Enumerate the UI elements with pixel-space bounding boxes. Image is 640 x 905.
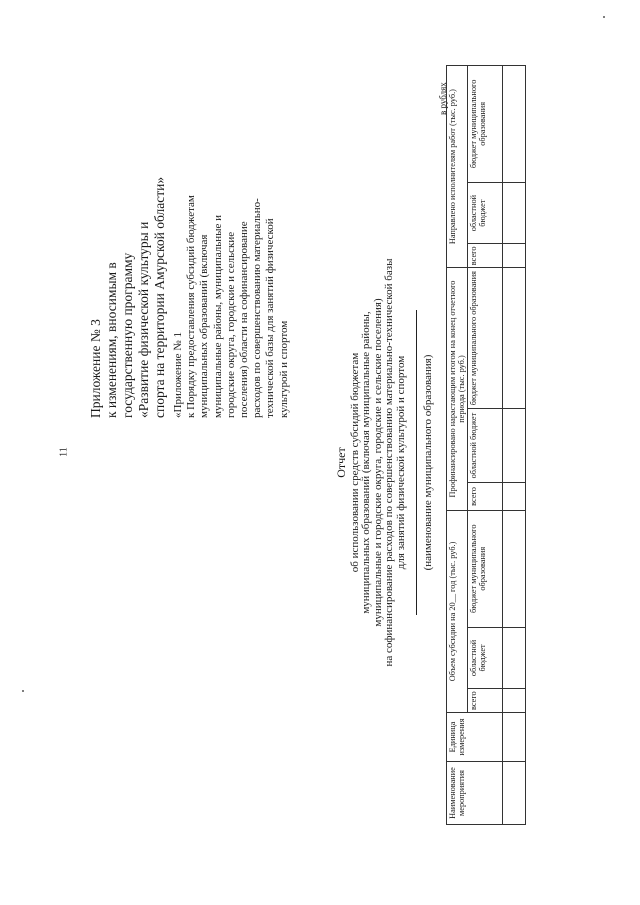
table-cell <box>503 510 526 627</box>
report-title-line: об использовании средств субсидий бюджетам <box>348 352 361 573</box>
sub-total-header: всего <box>468 689 503 713</box>
appendix-sub-line: к Порядку предоставления субсидий бюджетам <box>185 195 198 418</box>
appendix-line: «Развитие физической культуры и <box>136 221 151 418</box>
report-title-line: муниципальные и городские округа, городские и сельские поселения) <box>371 298 384 627</box>
table-cell <box>503 483 526 511</box>
appendix-sub-header <box>172 118 291 418</box>
table-cell <box>503 762 526 825</box>
rotated-document-sheet <box>60 20 560 905</box>
appendix-sub-line: «Приложение № 1 <box>172 331 184 418</box>
table-subheader-row <box>468 66 503 825</box>
appendix-line: к изменениям, вносимым в <box>104 262 119 418</box>
report-title <box>336 20 407 905</box>
table-cell <box>503 409 526 483</box>
sub-municipal-header: бюджет муниципального образования <box>468 268 503 409</box>
table-row <box>503 66 526 825</box>
municipality-caption: (наименование муниципального образования) <box>422 354 434 571</box>
appendix-sub-line: расходов по совершенствованию материально- <box>251 198 264 418</box>
appendix-sub-line: городские округа, городские и сельские <box>224 231 237 418</box>
scan-dot <box>603 16 605 18</box>
scan-dot <box>22 690 24 692</box>
report-title-line: на софинансирование расходов по совершенствованию материально-технической базы <box>383 258 395 667</box>
municipality-underline <box>416 310 417 615</box>
group2-header: Профинансировано нарастающим итогом на конец отчетного периода (тыс. руб.) <box>447 268 468 511</box>
sub-regional-header: областной бюджет <box>468 409 503 483</box>
table-cell <box>503 268 526 409</box>
appendix-line: государственную программу <box>120 252 135 418</box>
sub-total-header: всего <box>468 244 503 268</box>
sub-municipal-header: бюджет муниципального образования <box>468 66 503 183</box>
page-number: 11 <box>58 447 70 457</box>
col-name-header: Наименование мероприятия <box>447 762 503 825</box>
sub-total-header: всего <box>468 483 503 511</box>
table-cell <box>503 182 526 244</box>
appendix-sub-line: культурой и спортом <box>277 320 290 418</box>
col-unit-header: Единица измерения <box>447 713 503 762</box>
table-cell <box>503 66 526 183</box>
units-note: в рублях <box>438 82 448 115</box>
appendix-sub-line: муниципальных образований (включая <box>198 234 211 418</box>
table-cell <box>503 689 526 713</box>
sub-regional-header: областной бюджет <box>468 182 503 244</box>
report-table <box>446 65 526 825</box>
table-cell <box>503 627 526 689</box>
appendix-sub-line: поселения) области на софинансирование <box>238 221 251 418</box>
appendix-header <box>88 118 168 418</box>
sub-municipal-header: бюджет муниципального образования <box>468 510 503 627</box>
report-heading: Отчет <box>334 447 348 478</box>
group3-header: Направлено исполнителям работ (тыс. руб.) <box>447 66 468 268</box>
report-title-line: муниципальных образований (включая муниципальные районы, <box>360 311 372 614</box>
report-title-line: для занятий физической культурой и спортом <box>394 355 407 570</box>
sub-regional-header: областной бюджет <box>468 627 503 689</box>
group1-header: Объем субсидии на 20__ год (тыс. руб.) <box>447 510 468 712</box>
appendix-line: Приложение № 3 <box>88 319 103 418</box>
table-cell <box>503 713 526 762</box>
appendix-line: спорта на территории Амурской области» <box>152 176 167 418</box>
appendix-sub-line: муниципальные районы, муниципальные и <box>211 214 224 418</box>
table-header-row <box>447 66 468 825</box>
table-cell <box>503 244 526 268</box>
appendix-sub-line: технической базы для занятий физической <box>264 218 277 418</box>
